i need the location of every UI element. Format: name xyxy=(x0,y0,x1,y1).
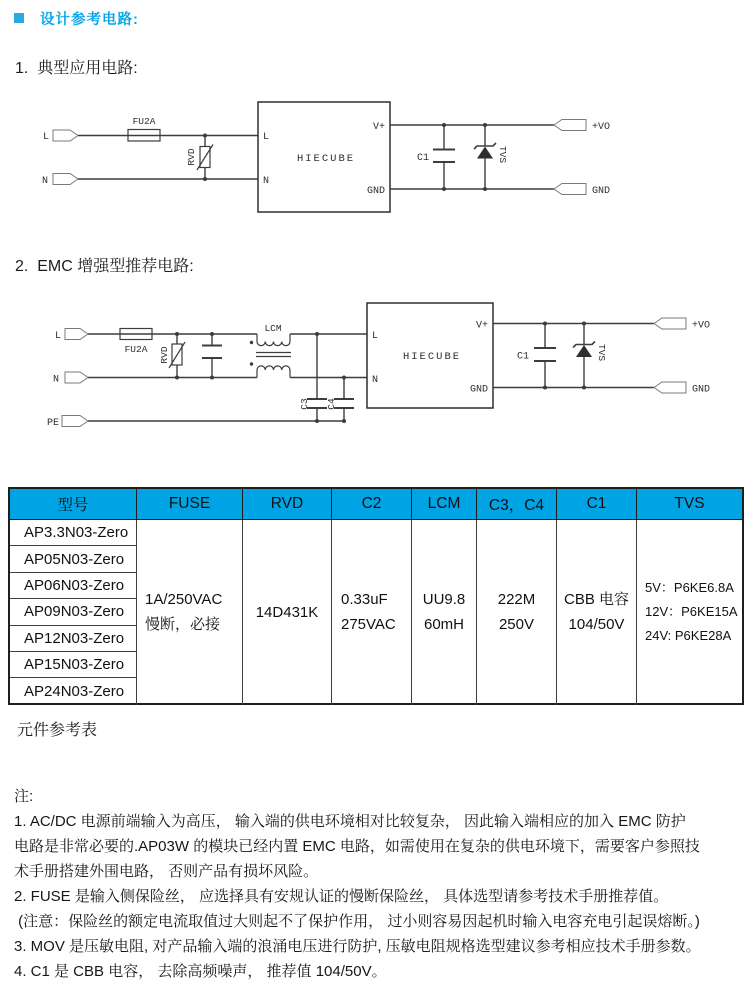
lcm-value-line1: UU9.8 xyxy=(422,591,466,609)
col-header-c1: C1 xyxy=(557,489,637,520)
c2-terminal-gnd xyxy=(654,382,686,393)
fuse-value-line2: 慢断，必接 xyxy=(145,616,221,634)
c1-value-line1: CBB 电容 xyxy=(563,591,629,609)
c2-pin-vplus: V+ xyxy=(475,320,488,332)
c1-terminal-n-label: N xyxy=(41,176,49,187)
notes-section xyxy=(14,784,701,984)
table-row-model: AP06N03-Zero xyxy=(10,573,137,599)
cell-c3c4 xyxy=(477,520,557,705)
section-title: 设计参考电路: xyxy=(40,12,139,28)
c2-lcm-top-winding xyxy=(257,334,290,346)
c2-lcm-label: LCM xyxy=(264,323,282,334)
notes-title: 注: xyxy=(14,788,34,805)
table-row-model: AP24N03-Zero xyxy=(10,678,137,704)
c2-value-line1: 0.33uF xyxy=(341,591,388,609)
col-header-fuse: FUSE xyxy=(137,489,243,520)
c1-terminal-vo xyxy=(554,120,586,131)
c1-rvd-label: RVD xyxy=(186,148,197,166)
cell-rvd xyxy=(243,520,332,705)
fuse-value-line1: 1A/250VAC xyxy=(145,591,223,609)
note-line: 4. C1 是 CBB 电容， 去除高频噪声， 推荐值 104/50V。 xyxy=(14,963,387,980)
note-line: (注意：保险丝的额定电流取值过大则起不了保护作用， 过小则容易因起机时输入电容充电引起误熔断。) xyxy=(14,913,700,930)
note-line: 1. AC/DC 电源前端输入为高压， 输入端的供电环境相对比较复杂， 因此输入端相应的加入 EMC 防护 xyxy=(14,813,686,830)
c2-value-line2: 275VAC xyxy=(341,616,396,634)
c2-terminal-l xyxy=(65,329,88,340)
c2-lcm-phase-dot xyxy=(250,341,253,344)
c1-fuse-label: FU2A xyxy=(132,116,156,127)
tvs-value-5v: 5V：P6KE6.8A xyxy=(645,580,734,596)
table-row-model: AP12N03-Zero xyxy=(10,626,137,652)
col-header-c2: C2 xyxy=(332,489,412,520)
c2-terminal-vo xyxy=(654,318,686,329)
tvs-value-24v: 24V: P6KE28A xyxy=(645,628,732,644)
c3c4-value-line2: 250V xyxy=(498,616,535,634)
lcm-value-line2: 60mH xyxy=(423,616,464,634)
c1-pin-gnd: GND xyxy=(366,186,385,197)
c2-lcm-phase-dot xyxy=(250,362,253,365)
c2-junction xyxy=(315,419,319,423)
c2-pin-l: L xyxy=(372,331,379,342)
c2-terminal-vo-label: +VO xyxy=(692,320,711,332)
table-row-model: AP05N03-Zero xyxy=(10,546,137,572)
note-line: 术手册搭建外围电路， 否则产品有损坏风险。 xyxy=(14,863,319,880)
c1-cap-label: C1 xyxy=(416,153,429,164)
c2-c3-label: C3 xyxy=(299,398,310,410)
table-row-model: AP15N03-Zero xyxy=(10,652,137,678)
c1-terminal-l xyxy=(53,130,78,141)
rvd-value: 14D431K xyxy=(255,603,319,621)
circuit-typical xyxy=(42,102,610,212)
cell-c2 xyxy=(332,520,412,705)
c2-tvs-label: TVS xyxy=(596,344,607,362)
c2-junction xyxy=(342,419,346,423)
c2-rvd-label: RVD xyxy=(159,346,170,364)
c1-tvs-triangle xyxy=(477,147,493,159)
component-table xyxy=(8,487,744,705)
c2-terminal-n-label: N xyxy=(52,374,60,386)
c2-tvs-triangle xyxy=(576,345,592,357)
c2-terminal-l-label: L xyxy=(54,331,62,342)
circuit-emc xyxy=(47,303,710,429)
table-row-model: AP09N03-Zero xyxy=(10,599,137,625)
note-line: 3. MOV 是压敏电阻, 对产品输入端的浪涌电压进行防护, 压敏电阻规格选型建议参考相应技术手册参数。 xyxy=(14,938,701,955)
col-header-rvd: RVD xyxy=(243,489,332,520)
heading-emc-circuit: 2. EMC 增强型推荐电路: xyxy=(15,258,194,275)
c2-pin-n: N xyxy=(372,375,379,386)
col-header-c3c4: C3，C4 xyxy=(477,489,557,520)
cell-c1 xyxy=(557,520,637,705)
c2-module-name: HIECUBE xyxy=(402,351,462,363)
note-line: 电路是非常必要的.AP03W 的模块已经内置 EMC 电路，如需使用在复杂的供电环境下，需要客户参照技 xyxy=(14,838,700,855)
c1-pin-l: L xyxy=(263,132,270,143)
c3c4-value-line1: 222M xyxy=(497,591,536,609)
c2-terminal-n xyxy=(65,372,88,383)
c1-value-line2: 104/50V xyxy=(568,616,625,634)
cell-lcm xyxy=(412,520,477,705)
col-header-tvs: TVS xyxy=(637,489,742,520)
c2-c4-label: C4 xyxy=(326,398,337,410)
c2-terminal-pe-label: PE xyxy=(46,418,60,429)
c1-terminal-l-label: L xyxy=(42,132,50,143)
table-caption: 元件参考表 xyxy=(17,722,98,739)
c2-pin-gnd: GND xyxy=(469,384,488,396)
table-row-model: AP3.3N03-Zero xyxy=(10,520,137,546)
c2-lcm-bottom-winding xyxy=(257,366,290,378)
c2-terminal-pe xyxy=(62,416,88,427)
c1-pin-n: N xyxy=(263,176,270,187)
c2-terminal-gnd-label: GND xyxy=(692,384,711,396)
cell-tvs xyxy=(637,520,742,705)
tvs-value-12v: 12V：P6KE15A xyxy=(645,604,738,620)
c1-terminal-vo-label: +VO xyxy=(592,122,611,133)
c1-terminal-n xyxy=(53,174,78,185)
heading-typical-circuit: 1. 典型应用电路: xyxy=(15,60,138,77)
c2-cap-label: C1 xyxy=(516,351,529,363)
col-header-lcm: LCM xyxy=(412,489,477,520)
note-line: 2. FUSE 是输入侧保险丝， 应选择具有安规认证的慢断保险丝， 具体选型请参考技术手册推荐值。 xyxy=(14,888,669,905)
c1-terminal-gnd xyxy=(554,184,586,195)
c1-tvs-label: TVS xyxy=(497,146,508,164)
c1-terminal-gnd-label: GND xyxy=(592,186,611,197)
cell-fuse xyxy=(137,520,243,705)
c2-fuse-label: FU2A xyxy=(124,344,148,355)
c1-pin-vplus: V+ xyxy=(372,122,385,133)
col-header-model: 型号 xyxy=(10,489,137,520)
c1-module-name: HIECUBE xyxy=(296,153,356,165)
